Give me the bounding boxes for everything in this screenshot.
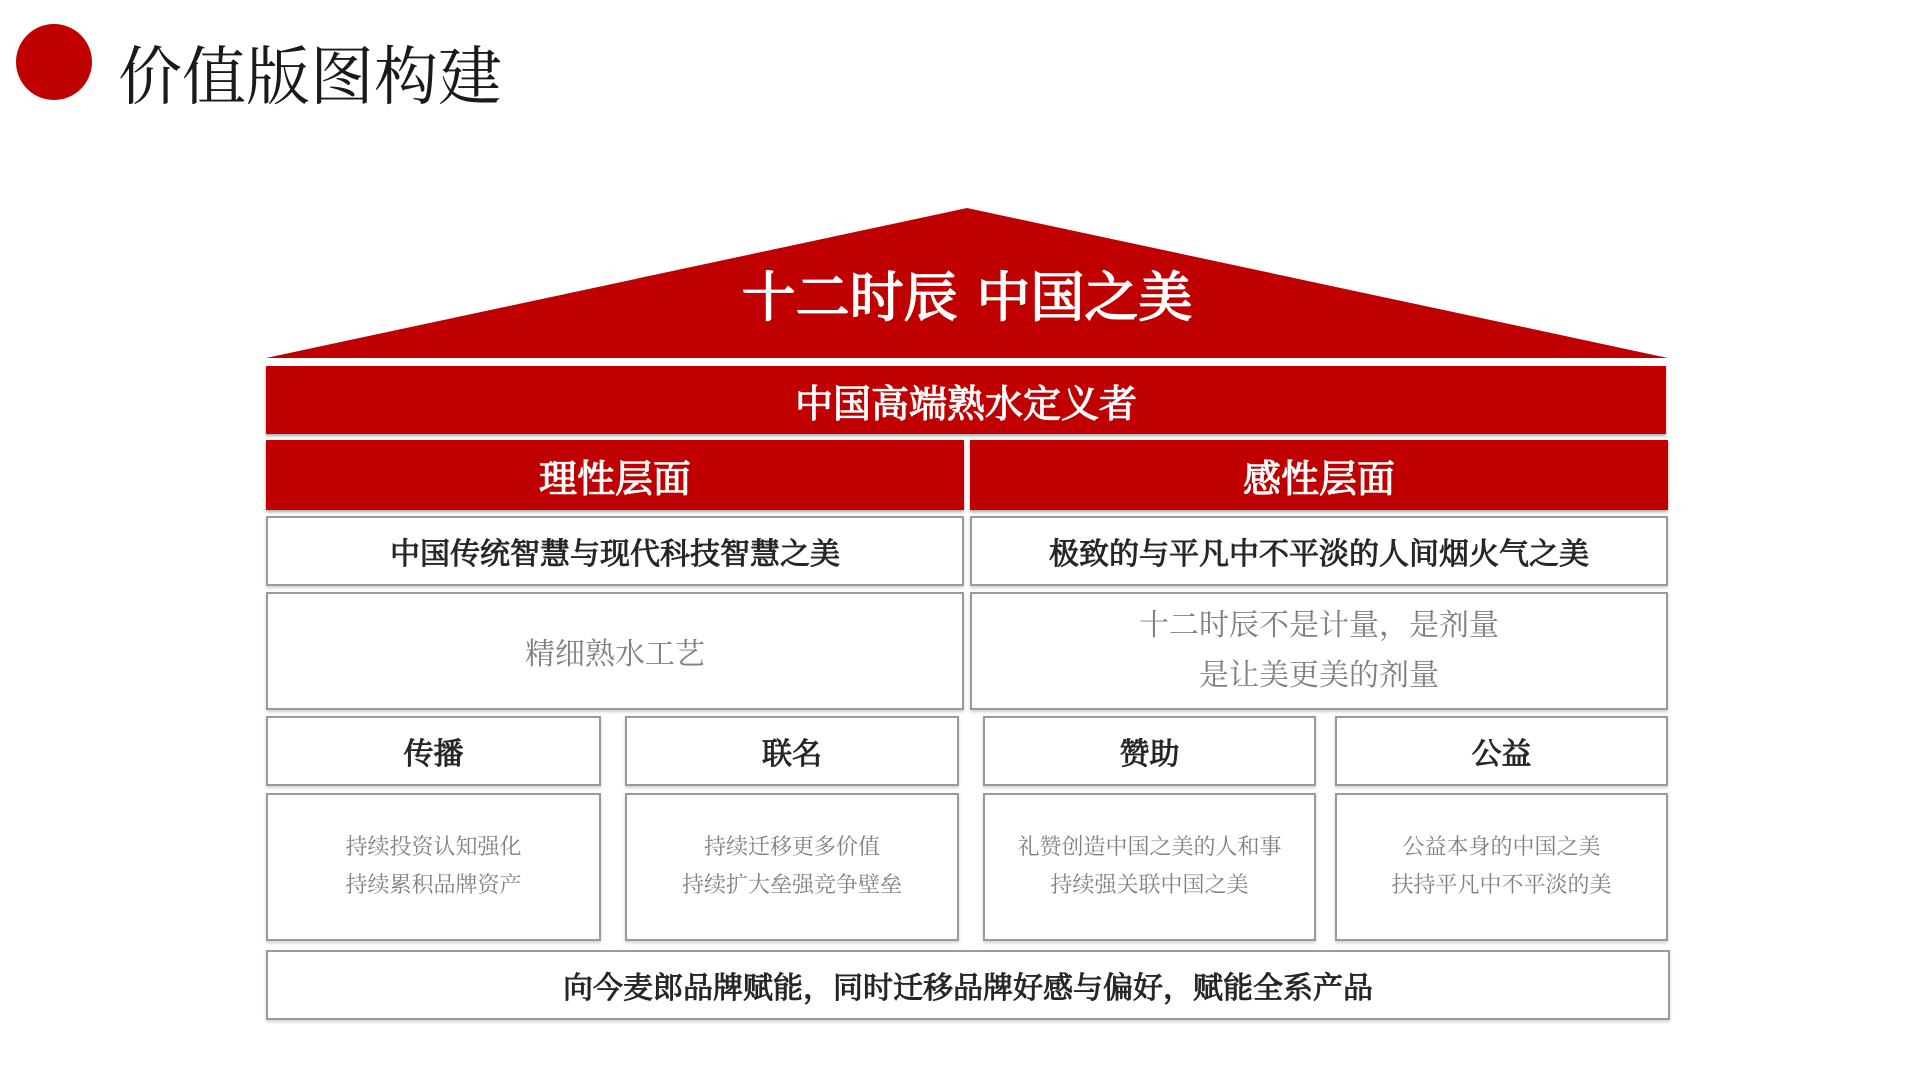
definition-label: 中国高端熟水定义者 xyxy=(794,380,1137,426)
pillar-description-line: 持续扩大垒强竞争壁垒 xyxy=(681,873,902,898)
emotional-content-box xyxy=(970,592,1668,710)
pillar-label-communication: 传播 xyxy=(403,737,464,772)
pillar-description-box xyxy=(266,793,601,941)
emotional-header xyxy=(970,440,1668,510)
pillar-description-box xyxy=(983,793,1316,941)
rational-header xyxy=(266,440,964,510)
rational-subtitle: 中国传统智慧与现代科技智慧之美 xyxy=(390,537,840,572)
pillar-label-box xyxy=(625,716,959,786)
foundation-label: 向今麦郎品牌赋能，同时迁移品牌好感与偏好，赋能全系产品 xyxy=(563,971,1373,1006)
pillar-description-line: 持续迁移更多价值 xyxy=(703,835,880,860)
pillar-label-box xyxy=(983,716,1316,786)
pillar-description-line: 扶持平凡中不平淡的美 xyxy=(1391,873,1612,898)
emotional-content-line-2: 是让美更美的剂量 xyxy=(1199,658,1439,693)
definition-band xyxy=(266,366,1666,434)
page-title: 价值版图构建 xyxy=(118,41,502,115)
roof-label: 十二时辰 中国之美 xyxy=(741,265,1193,329)
rational-content-box xyxy=(266,592,964,710)
pillar-description-line: 持续投资认知强化 xyxy=(345,835,522,860)
rational-subtitle-box xyxy=(266,516,964,586)
pillar-description-line: 礼赞创造中国之美的人和事 xyxy=(1017,835,1282,860)
pillar-label-sponsorship: 赞助 xyxy=(1119,737,1180,772)
pillar-description-box xyxy=(625,793,959,941)
pillar-description-line: 持续累积品牌资产 xyxy=(345,873,522,898)
emotional-header-label: 感性层面 xyxy=(1242,455,1395,501)
pillar-label-box xyxy=(266,716,601,786)
pillar-description-box xyxy=(1335,793,1668,941)
pillar-label-co-branding: 联名 xyxy=(762,737,822,772)
emotional-content-line-1: 十二时辰不是计量，是剂量 xyxy=(1139,608,1499,643)
pillar-description-line: 持续强关联中国之美 xyxy=(1050,873,1249,898)
title-bullet-dot xyxy=(16,24,92,100)
foundation-box xyxy=(266,950,1670,1020)
pillar-label-public-welfare: 公益 xyxy=(1471,737,1532,772)
rational-header-label: 理性层面 xyxy=(538,455,691,501)
pillar-description-line: 公益本身的中国之美 xyxy=(1402,835,1601,860)
rational-content-line-1: 精细熟水工艺 xyxy=(525,637,705,672)
pillar-label-box xyxy=(1335,716,1668,786)
emotional-subtitle-box xyxy=(970,516,1668,586)
emotional-subtitle: 极致的与平凡中不平淡的人间烟火气之美 xyxy=(1049,537,1589,572)
